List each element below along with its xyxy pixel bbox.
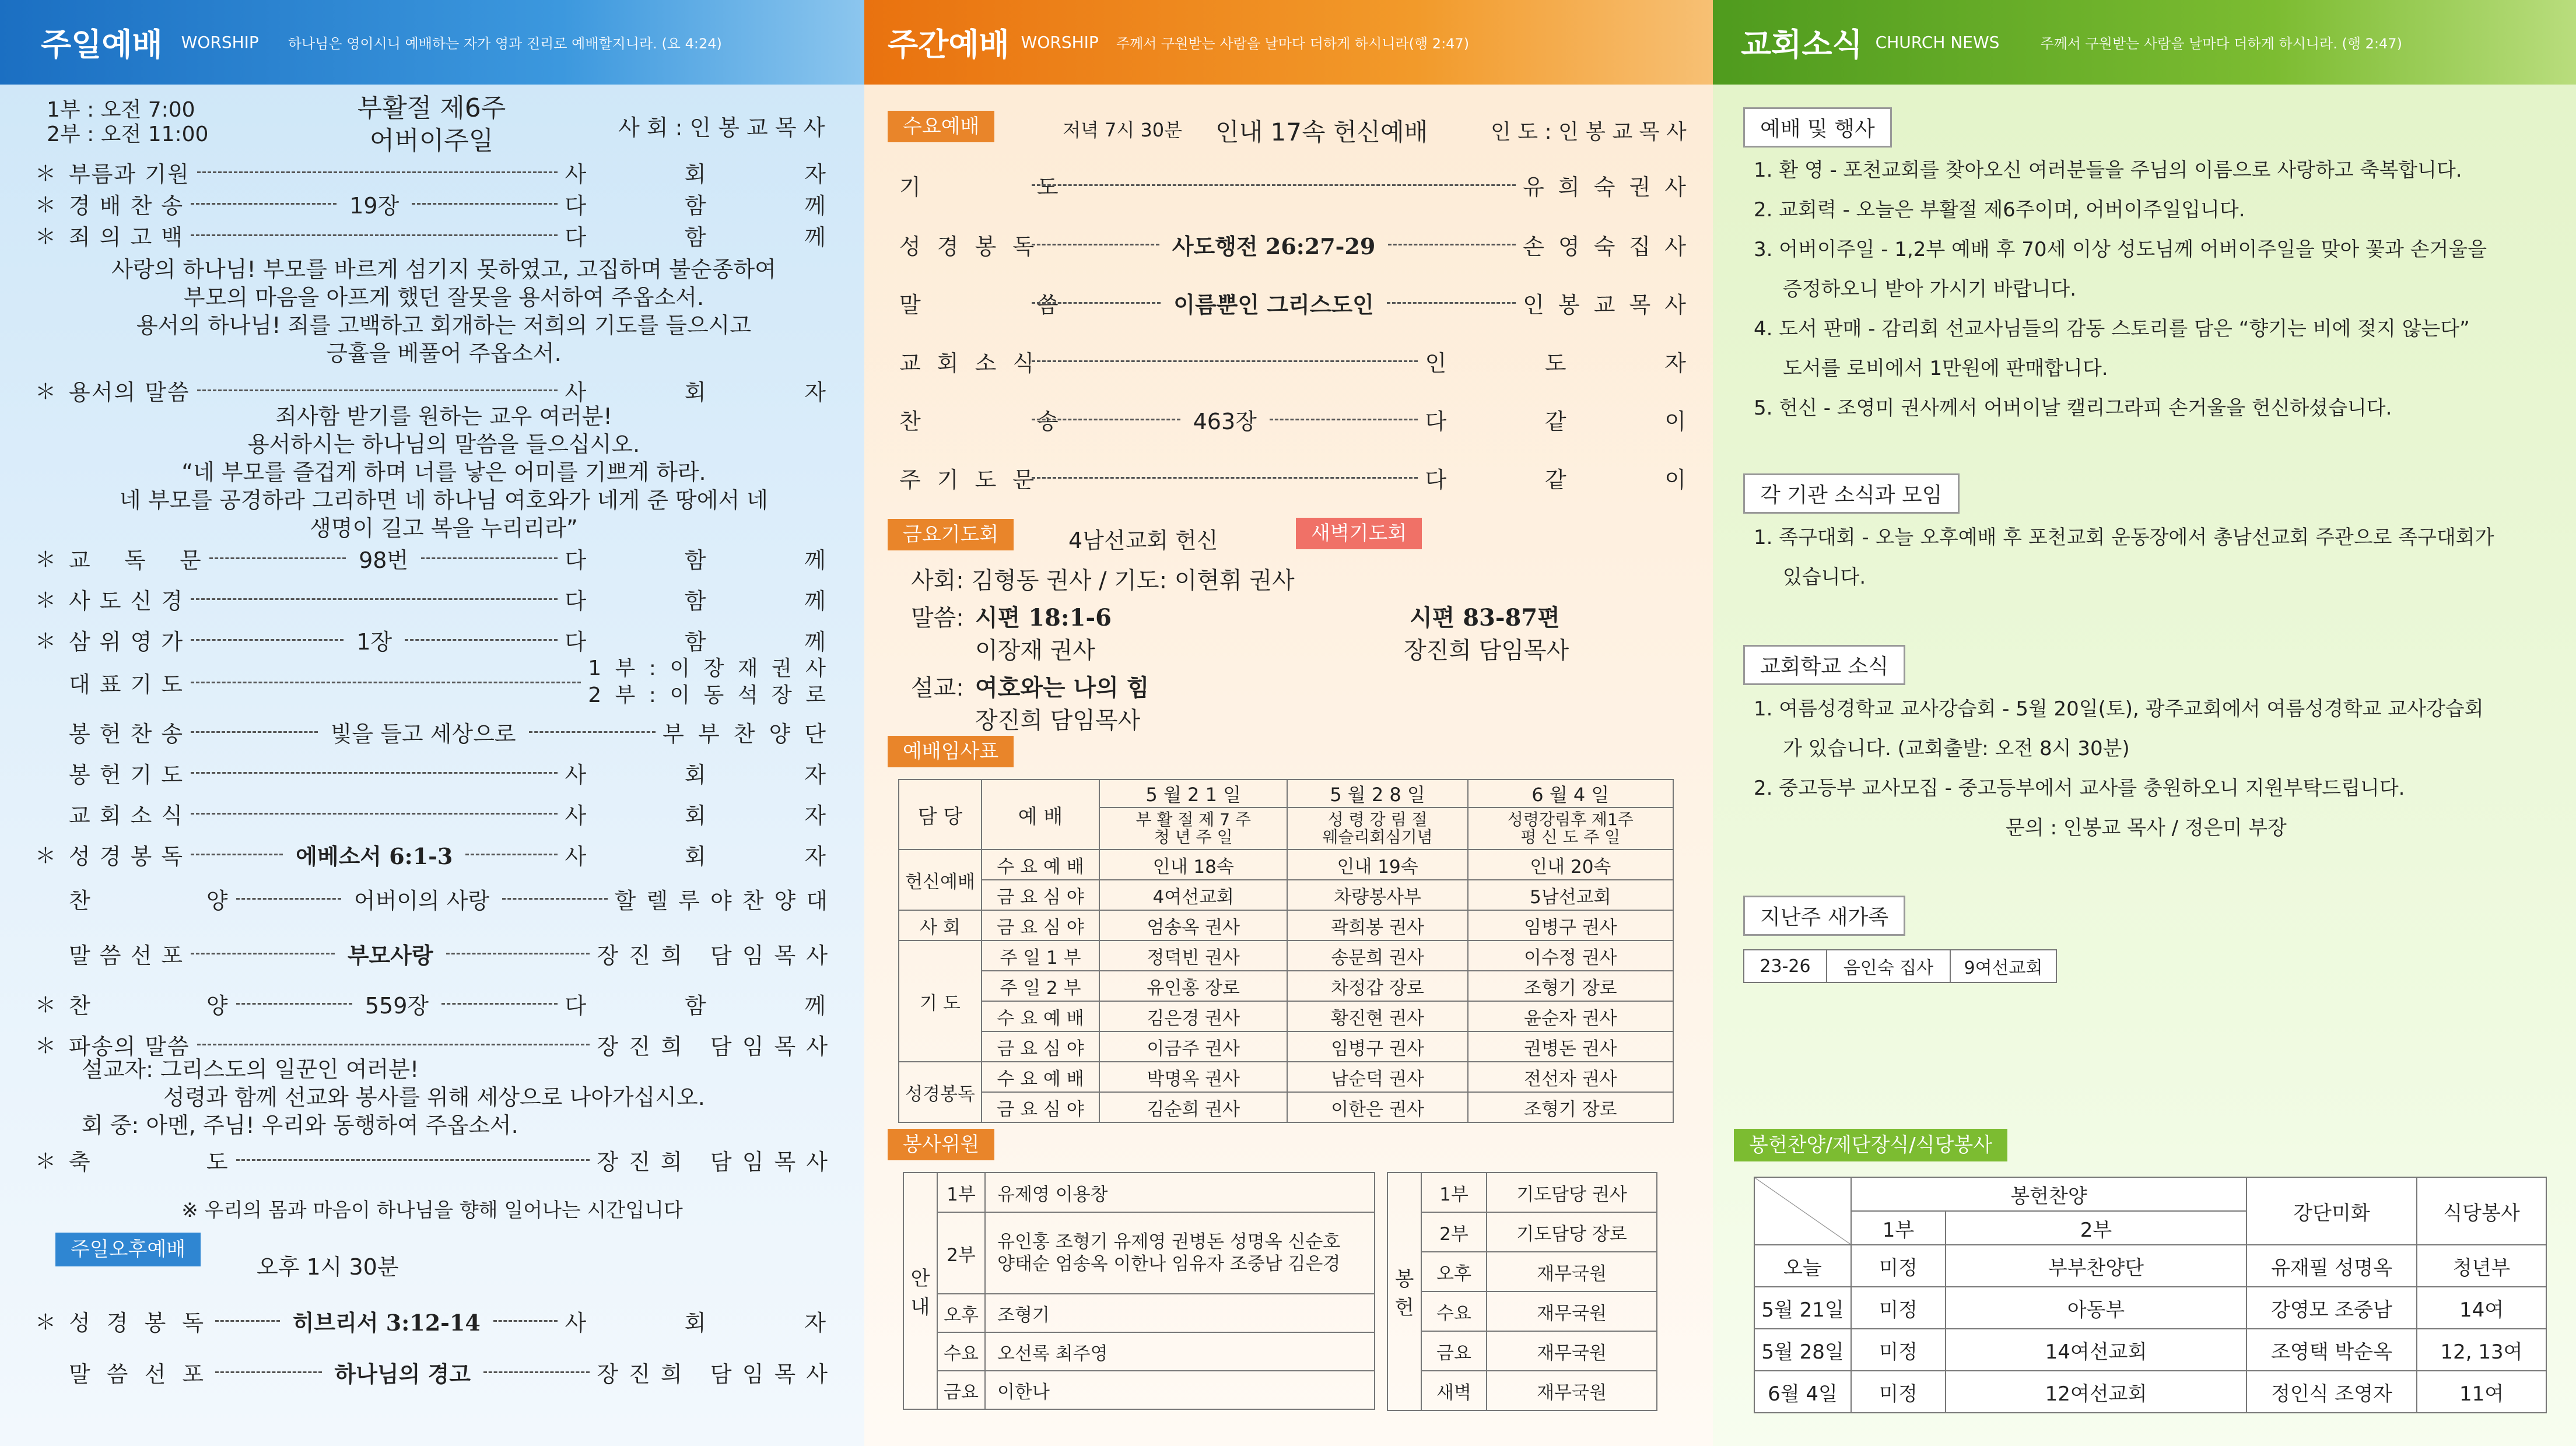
order-label: 축 도 [69, 1149, 229, 1175]
duty-date: 6 월 4 일 [1468, 780, 1673, 808]
usher-slot: 1부 [937, 1173, 985, 1212]
order-person: 인 봉 교 목 사 [1523, 292, 1690, 318]
order-content: 빛을 들고 세상으로 [330, 721, 516, 747]
order-person: 장 진 희 담 임 목 사 [597, 1149, 829, 1175]
offering-slot: 수요 [1421, 1291, 1487, 1331]
choir-cell: 아동부 [1946, 1287, 2246, 1329]
sunday-leader: 사 회 : 인 봉 교 목 사 [618, 115, 825, 141]
friday-sermon: 여호와는 나의 힘 [975, 674, 1149, 701]
order-call [35, 156, 829, 188]
wed-sermon [899, 287, 1690, 319]
meal-header: 식당봉사 [2417, 1177, 2546, 1245]
choir-cell: 미정 [1851, 1371, 1946, 1413]
decor-cell: 강영모 조중남 [2246, 1287, 2417, 1329]
weekly-header [864, 0, 1713, 85]
order-content: 98번 [359, 547, 409, 573]
duty-cell: 김순희 권사 [1099, 1092, 1287, 1122]
order-content: 사도행전 26:27-29 [1172, 233, 1376, 259]
duty-header-role: 담 당 [899, 780, 982, 850]
duty-service: 금 요 심 야 [982, 1031, 1099, 1062]
new-family-cell: 9여선교회 [1950, 950, 2056, 982]
sunday-title: 주일예배 [41, 26, 163, 63]
choir-decor-meal-table [1754, 1177, 2547, 1413]
order-person: 다 함 께 [565, 993, 829, 1019]
friday-word-label: 말씀: [911, 605, 964, 631]
service-times [47, 98, 208, 147]
duty-role: 헌신예배 [899, 850, 982, 910]
date-cell: 오늘 [1754, 1245, 1851, 1287]
offering-person: 재무국원 [1487, 1331, 1657, 1371]
decor-cell: 정인식 조영자 [2246, 1371, 2417, 1413]
news-item-cont: 증정하오니 받아 가시기 바랍니다. [1783, 278, 2077, 301]
order-content: 19장 [349, 193, 399, 219]
duty-service: 금 요 심 야 [982, 880, 1099, 910]
order-label: 봉 헌 기 도 [69, 762, 184, 788]
prayer-line: 부모의 마음을 아프게 했던 잘못을 용서하여 주옵소서. [183, 285, 705, 310]
order-offering-song [35, 716, 829, 748]
usher-names: 유인홍 조형기 유제영 권병돈 성명옥 신순호 양태순 엄송옥 이한나 임유자 조중남 김은경 [985, 1212, 1375, 1294]
order-person: 사 회 자 [565, 844, 830, 869]
order-label: 대 표 기 도 [69, 671, 184, 697]
usher-label: 안내 [903, 1173, 937, 1409]
order-label: 용서의 말씀 [69, 380, 190, 405]
offering-table [1387, 1172, 1657, 1411]
standing-mark: ＊ [35, 844, 57, 868]
prayer-second: 2 부 : 이 동 석 장 로 [588, 683, 829, 707]
order-person: 다 같 이 [1425, 467, 1690, 493]
order-pardon [35, 374, 829, 406]
date-cell: 5월 28일 [1754, 1329, 1851, 1371]
duty-cell: 인내 19속 [1287, 850, 1467, 880]
order-sermon [35, 938, 829, 970]
meal-cell: 청년부 [2417, 1245, 2546, 1287]
pardon-line: 죄사함 받기를 원하는 교우 여러분! [275, 403, 612, 429]
duty-cell: 이수정 권사 [1468, 940, 1673, 971]
standing-mark: ＊ [35, 548, 57, 572]
order-person: 부 부 찬 양 단 [663, 721, 830, 747]
order-responsive [35, 542, 829, 574]
order-person: 다 함 께 [565, 629, 829, 655]
duty-day-name [1099, 808, 1287, 850]
order-offering-prayer [35, 757, 829, 789]
date-cell: 5월 21일 [1754, 1287, 1851, 1329]
duty-cell: 이한은 권사 [1287, 1092, 1467, 1122]
order-content: 에베소서 6:1-3 [296, 843, 453, 869]
pardon-line: 생명이 길고 복을 누리리라” [310, 515, 578, 541]
pm-sermon [35, 1356, 829, 1388]
sunday-event [315, 92, 548, 157]
decor-cell: 조영택 박순옥 [2246, 1329, 2417, 1371]
standing-mark: ＊ [35, 1034, 57, 1058]
duty-cell: 4여선교회 [1099, 880, 1287, 910]
order-label: 기 도 [899, 174, 1060, 200]
pardon-line: “네 부모를 즐겁게 하며 너를 낳은 어미를 기쁘게 하라. [181, 459, 706, 485]
offering-person: 재무국원 [1487, 1252, 1657, 1291]
new-family-table [1743, 949, 2057, 983]
usher-names: 조형기 [985, 1294, 1375, 1332]
weekly-verse: 주께서 구원받는 사람을 날마다 더하게 하시니라(행 2:47) [1116, 36, 1470, 52]
org-news-list [1754, 518, 2535, 597]
order-person: 장 진 희 담 임 목 사 [597, 1361, 829, 1387]
order-person [588, 655, 829, 709]
usher-slot: 수요 [937, 1332, 985, 1371]
duty-service: 주 일 1 부 [982, 940, 1099, 971]
order-person: 장 진 희 담 임 목 사 [597, 1034, 829, 1059]
choir-cell: 12여선교회 [1946, 1371, 2246, 1413]
offering-slot: 1부 [1421, 1173, 1487, 1212]
standing-mark: ＊ [35, 1150, 57, 1174]
duty-cell: 전선자 권사 [1468, 1062, 1673, 1092]
afternoon-worship-tag: 주일오후예배 [55, 1233, 201, 1266]
news-item: 5. 헌신 - 조영미 권사께서 어버이날 캘리그라피 손거울을 헌신하셨습니다. [1754, 396, 2392, 420]
duty-cell: 차량봉사부 [1287, 880, 1467, 910]
order-label: 경 배 찬 송 [69, 193, 184, 219]
time-first: 1부 : 오전 7:00 [47, 98, 195, 122]
order-person: 사 회 자 [565, 162, 829, 187]
order-scripture [35, 838, 829, 871]
order-label: 찬 양 [69, 993, 229, 1019]
order-content: 463장 [1193, 409, 1257, 434]
weekly-title-en: WORSHIP [1021, 33, 1099, 52]
prayer-line: 긍휼을 베풀어 주옵소서. [326, 341, 562, 366]
school-news-list [1754, 689, 2535, 848]
friday-word-reader: 이장재 권사 [975, 637, 1095, 664]
order-person: 인 도 자 [1425, 350, 1690, 376]
pardon-text [70, 402, 818, 542]
choir-cell: 부부찬양단 [1946, 1245, 2246, 1287]
news-item: 2. 교회력 - 오늘은 부활절 제6주이며, 어버이주일입니다. [1754, 198, 2245, 222]
duty-role: 성경봉독 [899, 1062, 982, 1122]
order-label: 말 씀 [899, 292, 1060, 318]
duty-cell: 곽희봉 권사 [1287, 910, 1467, 940]
order-person: 할 렐 루 야 찬 양 대 [614, 888, 830, 914]
offering-person: 재무국원 [1487, 1371, 1657, 1410]
sunday-header [0, 0, 864, 85]
order-church-news [35, 798, 829, 830]
usher-table [903, 1172, 1375, 1410]
news-item: 2. 중고등부 교사모집 - 중고등부에서 교사를 충원하오니 지원부탁드립니다. [1754, 777, 2405, 800]
duty-date: 5 월 2 1 일 [1099, 780, 1287, 808]
wed-lords-prayer [899, 462, 1690, 494]
order-label: 말 씀 선 포 [69, 1361, 209, 1387]
church-news-panel [1713, 0, 2576, 1446]
news-item-cont: 가 있습니다. (교회출발: 오전 8시 30분) [1783, 737, 2130, 760]
duty-role: 기 도 [899, 940, 982, 1062]
order-content: 히브리서 3:12-14 [292, 1310, 481, 1336]
news-item: 3. 어버이주일 - 1,2부 예배 후 70세 이상 성도님께 어버이주일을 맞아 꽃과 손거울을 [1754, 238, 2487, 261]
event-line2: 어버이주일 [369, 126, 494, 156]
friday-title: 4남선교회 헌신 [1068, 528, 1218, 553]
day-line: 성 령 강 림 절 [1327, 810, 1428, 829]
dawn-tag: 새벽기도회 [1296, 518, 1422, 549]
order-label: 성 경 봉 독 [69, 844, 184, 869]
duty-service: 수 요 예 배 [982, 1062, 1099, 1092]
confession-prayer [70, 255, 818, 367]
order-label: 찬 송 [899, 409, 1060, 434]
duty-cell: 이금주 권사 [1099, 1031, 1287, 1062]
sending-line: 설교자: 그리스도의 일꾼인 여러분! [82, 1057, 419, 1082]
duty-cell: 조형기 장로 [1468, 971, 1673, 1001]
order-label: 성 경 봉 독 [899, 234, 1039, 259]
duty-cell: 인내 20속 [1468, 850, 1673, 880]
duty-role: 사 회 [899, 910, 982, 940]
duty-cell: 권병돈 권사 [1468, 1031, 1673, 1062]
standing-mark: ＊ [35, 1311, 57, 1335]
order-label: 성 경 봉 독 [69, 1310, 209, 1336]
order-person: 다 함 께 [565, 547, 830, 573]
sunday-title-en: WORSHIP [181, 33, 259, 52]
order-hymn [35, 188, 829, 220]
choir-first-header: 1부 [1851, 1211, 1946, 1245]
pardon-line: 네 부모를 공경하라 그리하면 네 하나님 여호와가 네게 준 땅에서 네 [120, 487, 768, 513]
standing-mark: ＊ [35, 162, 57, 186]
duty-cell: 송문희 권사 [1287, 940, 1467, 971]
offering-person: 기도담당 장로 [1487, 1212, 1657, 1252]
order-song [35, 988, 829, 1020]
duty-cell: 박명옥 권사 [1099, 1062, 1287, 1092]
duty-cell: 남순덕 권사 [1287, 1062, 1467, 1092]
duty-cell: 임병구 권사 [1468, 910, 1673, 940]
order-person: 장 진 희 담 임 목 사 [597, 943, 830, 968]
offering-label: 봉헌 [1387, 1173, 1421, 1410]
order-person: 사 회 자 [565, 762, 829, 788]
order-confession [35, 219, 829, 251]
order-label: 죄 의 고 백 [69, 224, 184, 250]
prayer-line: 사랑의 하나님! 부모를 바르게 섬기지 못하였고, 고집하며 불순종하여 [111, 257, 776, 282]
order-content: 559장 [365, 993, 429, 1019]
meal-cell: 12, 13여 [2417, 1329, 2546, 1371]
duty-service: 수 요 예 배 [982, 850, 1099, 880]
section-new-family: 지난주 새가족 [1743, 896, 1905, 936]
weekly-title: 주간예배 [888, 26, 1010, 63]
order-person: 유 희 숙 권 사 [1523, 174, 1690, 200]
order-label: 사 도 신 경 [69, 588, 184, 614]
choir-cell: 미정 [1851, 1287, 1946, 1329]
decor-cell: 유재필 성명옥 [2246, 1245, 2417, 1287]
choir-cell: 미정 [1851, 1329, 1946, 1371]
dawn-preacher: 장진희 담임목사 [1404, 637, 1569, 664]
service-committee-tag: 봉사위원 [888, 1129, 994, 1160]
table-corner [1754, 1177, 1851, 1245]
friday-word: 시편 18:1-6 [975, 604, 1112, 631]
order-label: 파송의 말씀 [69, 1034, 190, 1059]
news-item-cont: 있습니다. [1783, 566, 1866, 589]
duty-cell: 윤순자 권사 [1468, 1001, 1673, 1031]
sending-line: 회 중: 아멘, 주님! 우리와 동행하여 주옵소서. [82, 1112, 518, 1138]
day-line: 성령강림후 제1주 [1507, 810, 1634, 829]
offering-slot: 금요 [1421, 1331, 1487, 1371]
duty-cell: 엄송옥 권사 [1099, 910, 1287, 940]
duty-cell: 유인홍 장로 [1099, 971, 1287, 1001]
wednesday-tag: 수요예배 [888, 111, 994, 142]
order-label: 주 기 도 문 [899, 467, 1039, 493]
pardon-line: 용서하시는 하나님의 말씀을 들으십시오. [247, 431, 640, 457]
duty-roster-table [898, 779, 1674, 1123]
pm-scripture [35, 1305, 829, 1337]
sunday-verse: 하나님은 영이시니 예배하는 자가 영과 진리로 예배할지니라. (요 4:24) [288, 36, 722, 52]
order-rep-prayer [35, 655, 829, 709]
date-cell: 6월 4일 [1754, 1371, 1851, 1413]
offering-person: 재무국원 [1487, 1291, 1657, 1331]
dawn-word: 시편 83-87편 [1410, 604, 1560, 631]
news-item: 4. 도서 판매 - 감리회 선교사님들의 감동 스토리를 담은 “향기는 비에 젖지 않는다” [1754, 317, 2470, 341]
day-line: 웨슬리회심기념 [1322, 827, 1433, 847]
worship-events-list [1754, 150, 2535, 428]
friday-sermon-label: 설교: [911, 675, 964, 701]
usher-names: 이한나 [985, 1371, 1375, 1409]
order-content: 어버이의 사랑 [353, 888, 490, 914]
news-item: 1. 족구대회 - 오늘 오후예배 후 포천교회 운동장에서 총남선교회 주관으로 족구대회가 [1754, 526, 2494, 549]
order-person: 손 영 숙 집 사 [1523, 234, 1690, 259]
duty-cell: 차정갑 장로 [1287, 971, 1467, 1001]
meal-cell: 14여 [2417, 1287, 2546, 1329]
duty-cell: 조형기 장로 [1468, 1092, 1673, 1122]
usher-slot: 금요 [937, 1371, 985, 1409]
order-label: 찬 양 [69, 888, 229, 914]
order-label: 삼 위 영 가 [69, 629, 184, 655]
offering-person: 기도담당 권사 [1487, 1173, 1657, 1212]
standing-mark: ＊ [35, 994, 57, 1017]
prayer-first: 1 부 : 이 장 재 권 사 [588, 657, 829, 680]
news-item-cont: 문의 : 인봉교 목사 / 정은미 부장 [2006, 816, 2287, 840]
order-label: 교 회 소 식 [899, 350, 1039, 376]
standing-mark: ＊ [35, 225, 57, 249]
standing-mark: ＊ [35, 589, 57, 613]
order-label: 봉 헌 찬 송 [69, 721, 184, 747]
order-trinity [35, 624, 829, 656]
duty-day-name [1468, 808, 1673, 850]
duty-cell: 황진현 권사 [1287, 1001, 1467, 1031]
section-org-news: 각 기관 소식과 모임 [1743, 473, 1960, 514]
duty-date: 5 월 2 8 일 [1287, 780, 1467, 808]
duty-roster-tag: 예배임사표 [888, 736, 1014, 767]
standing-note: ※ 우리의 몸과 마음이 하나님을 향해 일어나는 시간입니다 [181, 1199, 683, 1222]
order-benediction [35, 1144, 829, 1176]
sending-line: 성령과 함께 선교와 봉사를 위해 세상으로 나아가십시오. [163, 1084, 705, 1110]
wed-hymn [899, 403, 1690, 436]
duty-service: 주 일 2 부 [982, 971, 1099, 1001]
friday-leader: 사회: 김형동 권사 / 기도: 이현휘 권사 [911, 567, 1295, 594]
duty-service: 수 요 예 배 [982, 1001, 1099, 1031]
standing-mark: ＊ [35, 194, 57, 217]
meal-cell: 11여 [2417, 1371, 2546, 1413]
sending-text [82, 1055, 705, 1139]
new-family-cell: 음인숙 집사 [1827, 950, 1950, 982]
offering-slot: 오후 [1421, 1252, 1487, 1291]
usher-slot: 오후 [937, 1294, 985, 1332]
duty-cell: 임병구 권사 [1287, 1031, 1467, 1062]
order-content: 1장 [356, 629, 392, 655]
offering-slot: 새벽 [1421, 1371, 1487, 1410]
usher-names: 오선록 최주영 [985, 1332, 1375, 1371]
section-school-news: 교회학교 소식 [1743, 645, 1905, 685]
order-person: 다 함 께 [565, 193, 830, 219]
friday-tag: 금요기도회 [888, 519, 1014, 550]
friday-preacher: 장진희 담임목사 [975, 707, 1141, 734]
order-label: 말 씀 선 포 [69, 943, 184, 968]
decor-header: 강단미화 [2246, 1177, 2417, 1245]
new-family-cell: 23-26 [1744, 950, 1827, 982]
choir-second-header: 2부 [1946, 1211, 2246, 1245]
duty-service: 금 요 심 야 [982, 1092, 1099, 1122]
duty-cell: 인내 18속 [1099, 850, 1287, 880]
news-item: 1. 환 영 - 포천교회를 찾아오신 여러분들을 주님의 이름으로 사랑하고 축복합니다. [1754, 159, 2462, 182]
news-title-en: CHURCH NEWS [1875, 33, 2000, 52]
choir-decor-meal-tag: 봉헌찬양/제단장식/식당봉사 [1734, 1129, 2007, 1161]
order-person: 사 회 자 [565, 1310, 829, 1336]
prayer-line: 용서의 하나님! 죄를 고백하고 회개하는 저희의 기도를 들으시고 [136, 313, 752, 338]
news-title: 교회소식 [1741, 26, 1863, 63]
afternoon-time: 오후 1시 30분 [257, 1254, 399, 1280]
order-content: 이름뿐인 그리스도인 [1173, 292, 1374, 318]
duty-cell: 5남선교회 [1468, 880, 1673, 910]
order-content: 하나님의 경고 [334, 1361, 471, 1387]
duty-header-service: 예 배 [982, 780, 1099, 850]
weekly-worship-panel [864, 0, 1713, 1446]
wednesday-leader: 인 도 : 인 봉 교 목 사 [1491, 120, 1687, 144]
order-label: 교 독 문 [69, 547, 202, 573]
news-item: 1. 여름성경학교 교사강습회 - 5월 20일(토), 광주교회에서 여름성경학교 교사강습회 [1754, 697, 2484, 721]
order-person: 다 함 께 [565, 224, 829, 250]
order-label: 부름과 기원 [69, 162, 190, 187]
day-line: 평 신 도 주 일 [1520, 827, 1621, 847]
sunday-worship-panel [0, 0, 864, 1446]
offering-slot: 2부 [1421, 1212, 1487, 1252]
day-line: 부 활 절 제 7 주 [1135, 810, 1251, 829]
day-line: 청 년 주 일 [1154, 827, 1233, 847]
usher-names: 유제영 이용창 [985, 1173, 1375, 1212]
section-worship-events: 예배 및 행사 [1743, 107, 1892, 148]
order-anthem [35, 883, 829, 915]
usher-slot: 2부 [937, 1212, 985, 1294]
wednesday-time: 저녁 7시 30분 [1063, 119, 1183, 141]
duty-cell: 김은경 권사 [1099, 1001, 1287, 1031]
duty-cell: 정덕빈 권사 [1099, 940, 1287, 971]
standing-mark: ＊ [35, 630, 57, 654]
standing-mark: ＊ [35, 380, 57, 404]
choir-cell: 미정 [1851, 1245, 1946, 1287]
choir-header: 봉헌찬양 [1851, 1177, 2246, 1211]
order-content: 부모사랑 [347, 942, 433, 968]
news-item-cont: 도서를 로비에서 1만원에 판매합니다. [1783, 357, 2108, 380]
wednesday-title: 인내 17속 헌신예배 [1215, 118, 1428, 146]
duty-day-name [1287, 808, 1467, 850]
order-person: 사 회 자 [565, 803, 829, 829]
wed-news [899, 345, 1690, 377]
time-second: 2부 : 오전 11:00 [47, 122, 209, 146]
order-label: 교 회 소 식 [69, 803, 184, 829]
duty-service: 금 요 심 야 [982, 910, 1099, 940]
order-person: 다 같 이 [1425, 409, 1690, 434]
choir-cell: 14여선교회 [1946, 1329, 2246, 1371]
order-person: 다 함 께 [565, 588, 829, 614]
event-line1: 부활절 제6주 [357, 93, 506, 123]
news-header [1713, 0, 2576, 85]
news-verse: 주께서 구원받는 사람을 날마다 더하게 하시니라. (행 2:47) [2040, 36, 2402, 52]
order-creed [35, 583, 829, 615]
order-person: 사 회 자 [565, 380, 829, 405]
wed-prayer [899, 169, 1690, 201]
wed-scripture [899, 229, 1690, 261]
